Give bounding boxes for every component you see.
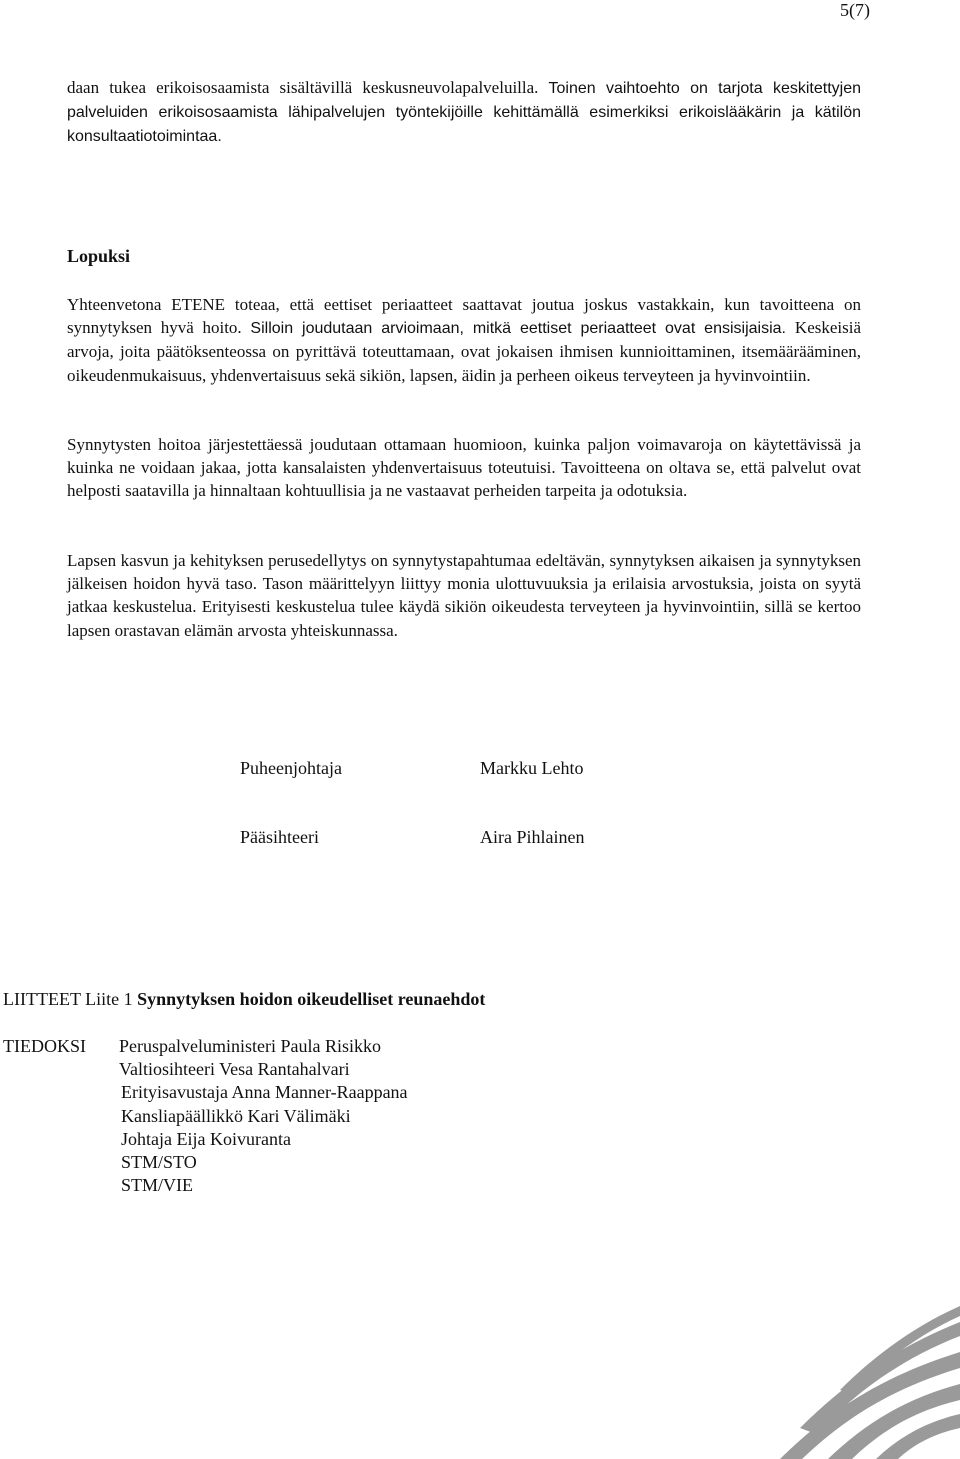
recipient: Kansliapäällikkö Kari Välimäki: [121, 1105, 351, 1126]
recipient: Erityisavustaja Anna Manner-Raappana: [121, 1082, 408, 1103]
summary-paragraph: [67, 293, 861, 387]
summary-part-1: Yhteenvetona ETENE toteaa, että eettiset periaatteet saattavat joutua joskus vastakkain, kun tavoitteena on synnytyksen hyvä hoito.: [67, 295, 861, 338]
resources-paragraph: Synnytysten hoitoa järjestettäessä joudutaan ottamaan huomioon, kuinka paljon voimavaroja on käytettävissä ja kuinka ne voidaan jakaa, jotta kansalaisten yhdenvertaisuus toteutuisi. Tavoitteena on oltava se, että palvelut ovat helposti saatavilla ja hinnaltaan kohtuullisia ja ne vastaavat perheiden tarpeita ja odotuksia.: [67, 435, 861, 501]
summary-part-2: Silloin joudutaan arvioimaan, mitkä eettiset periaatteet ovat ensisijaisia.: [250, 320, 795, 338]
page-number: 5(7): [840, 0, 870, 20]
recipient: Peruspalveluministeri Paula Risikko: [119, 1036, 381, 1056]
child-development-paragraph: Lapsen kasvun ja kehityksen perusedellytys on synnytystapahtumaa edeltävän, synnytyksen aikaisen ja synnytyksen jälkeisen hoidon hyvä taso. Tason määrittelyyn liittyy monia ulottuvuuksia ja erilaisia arvostuksia, joista on syytä jatkaa keskustelua. Erityisesti keskustelua tulee käydä sikiön oikeudesta terveyteen ja hyvinvointiin, sillä se kertoo lapsen orastavan elämän arvosta yhteiskunnassa.: [67, 551, 861, 640]
intro-part-2: Toinen vaihtoehto on tarjota keskitettyjen palveluiden erikoisosaamista lähipalvelujen työntekijöille kehittämällä esimerkiksi erikoislääkärin ja kätilön konsultaatiotoimintaa.: [67, 80, 861, 146]
signature-role-chair: Puheenjohtaja: [240, 758, 342, 778]
attachment-title: Synnytyksen hoidon oikeudelliset reunaehdot: [137, 989, 486, 1009]
recipient-list: [119, 1035, 408, 1197]
recipient: STM/VIE: [121, 1175, 193, 1196]
recipient: STM/STO: [121, 1152, 197, 1173]
attachments-line: [3, 988, 485, 1010]
section-heading-lopuksi: Lopuksi: [67, 246, 131, 266]
signature-role-secretary: Pääsihteeri: [240, 827, 319, 847]
attachments-label: LIITTEET: [3, 989, 81, 1009]
summary-part-3: Keskeisiä arvoja, joita päätöksenteossa on pyrittävä toteuttamaan, ovat jokaisen ihmisen kunnioittaminen, itsemäärääminen, oikeudenmukaisuus, yhdenvertaisuus sekä sikiön, lapsen, äidin ja perheen oikeus terveyteen ja hyvinvointiin.: [67, 318, 862, 385]
wave-logo-icon: [780, 1300, 960, 1459]
signature-name-secretary: Aira Pihlainen: [480, 827, 585, 847]
signature-name-chair: Markku Lehto: [480, 758, 584, 778]
recipient: Johtaja Eija Koivuranta: [121, 1128, 291, 1149]
intro-paragraph: [67, 76, 861, 149]
attachment-item: Liite 1: [85, 989, 133, 1009]
intro-part-1: daan tukea erikoisosaamista sisältävillä keskusneuvolapalveluilla.: [67, 78, 549, 97]
recipient: Valtiosihteeri Vesa Rantahalvari: [119, 1059, 350, 1080]
tiedoksi-label: TIEDOKSI: [3, 1036, 86, 1056]
